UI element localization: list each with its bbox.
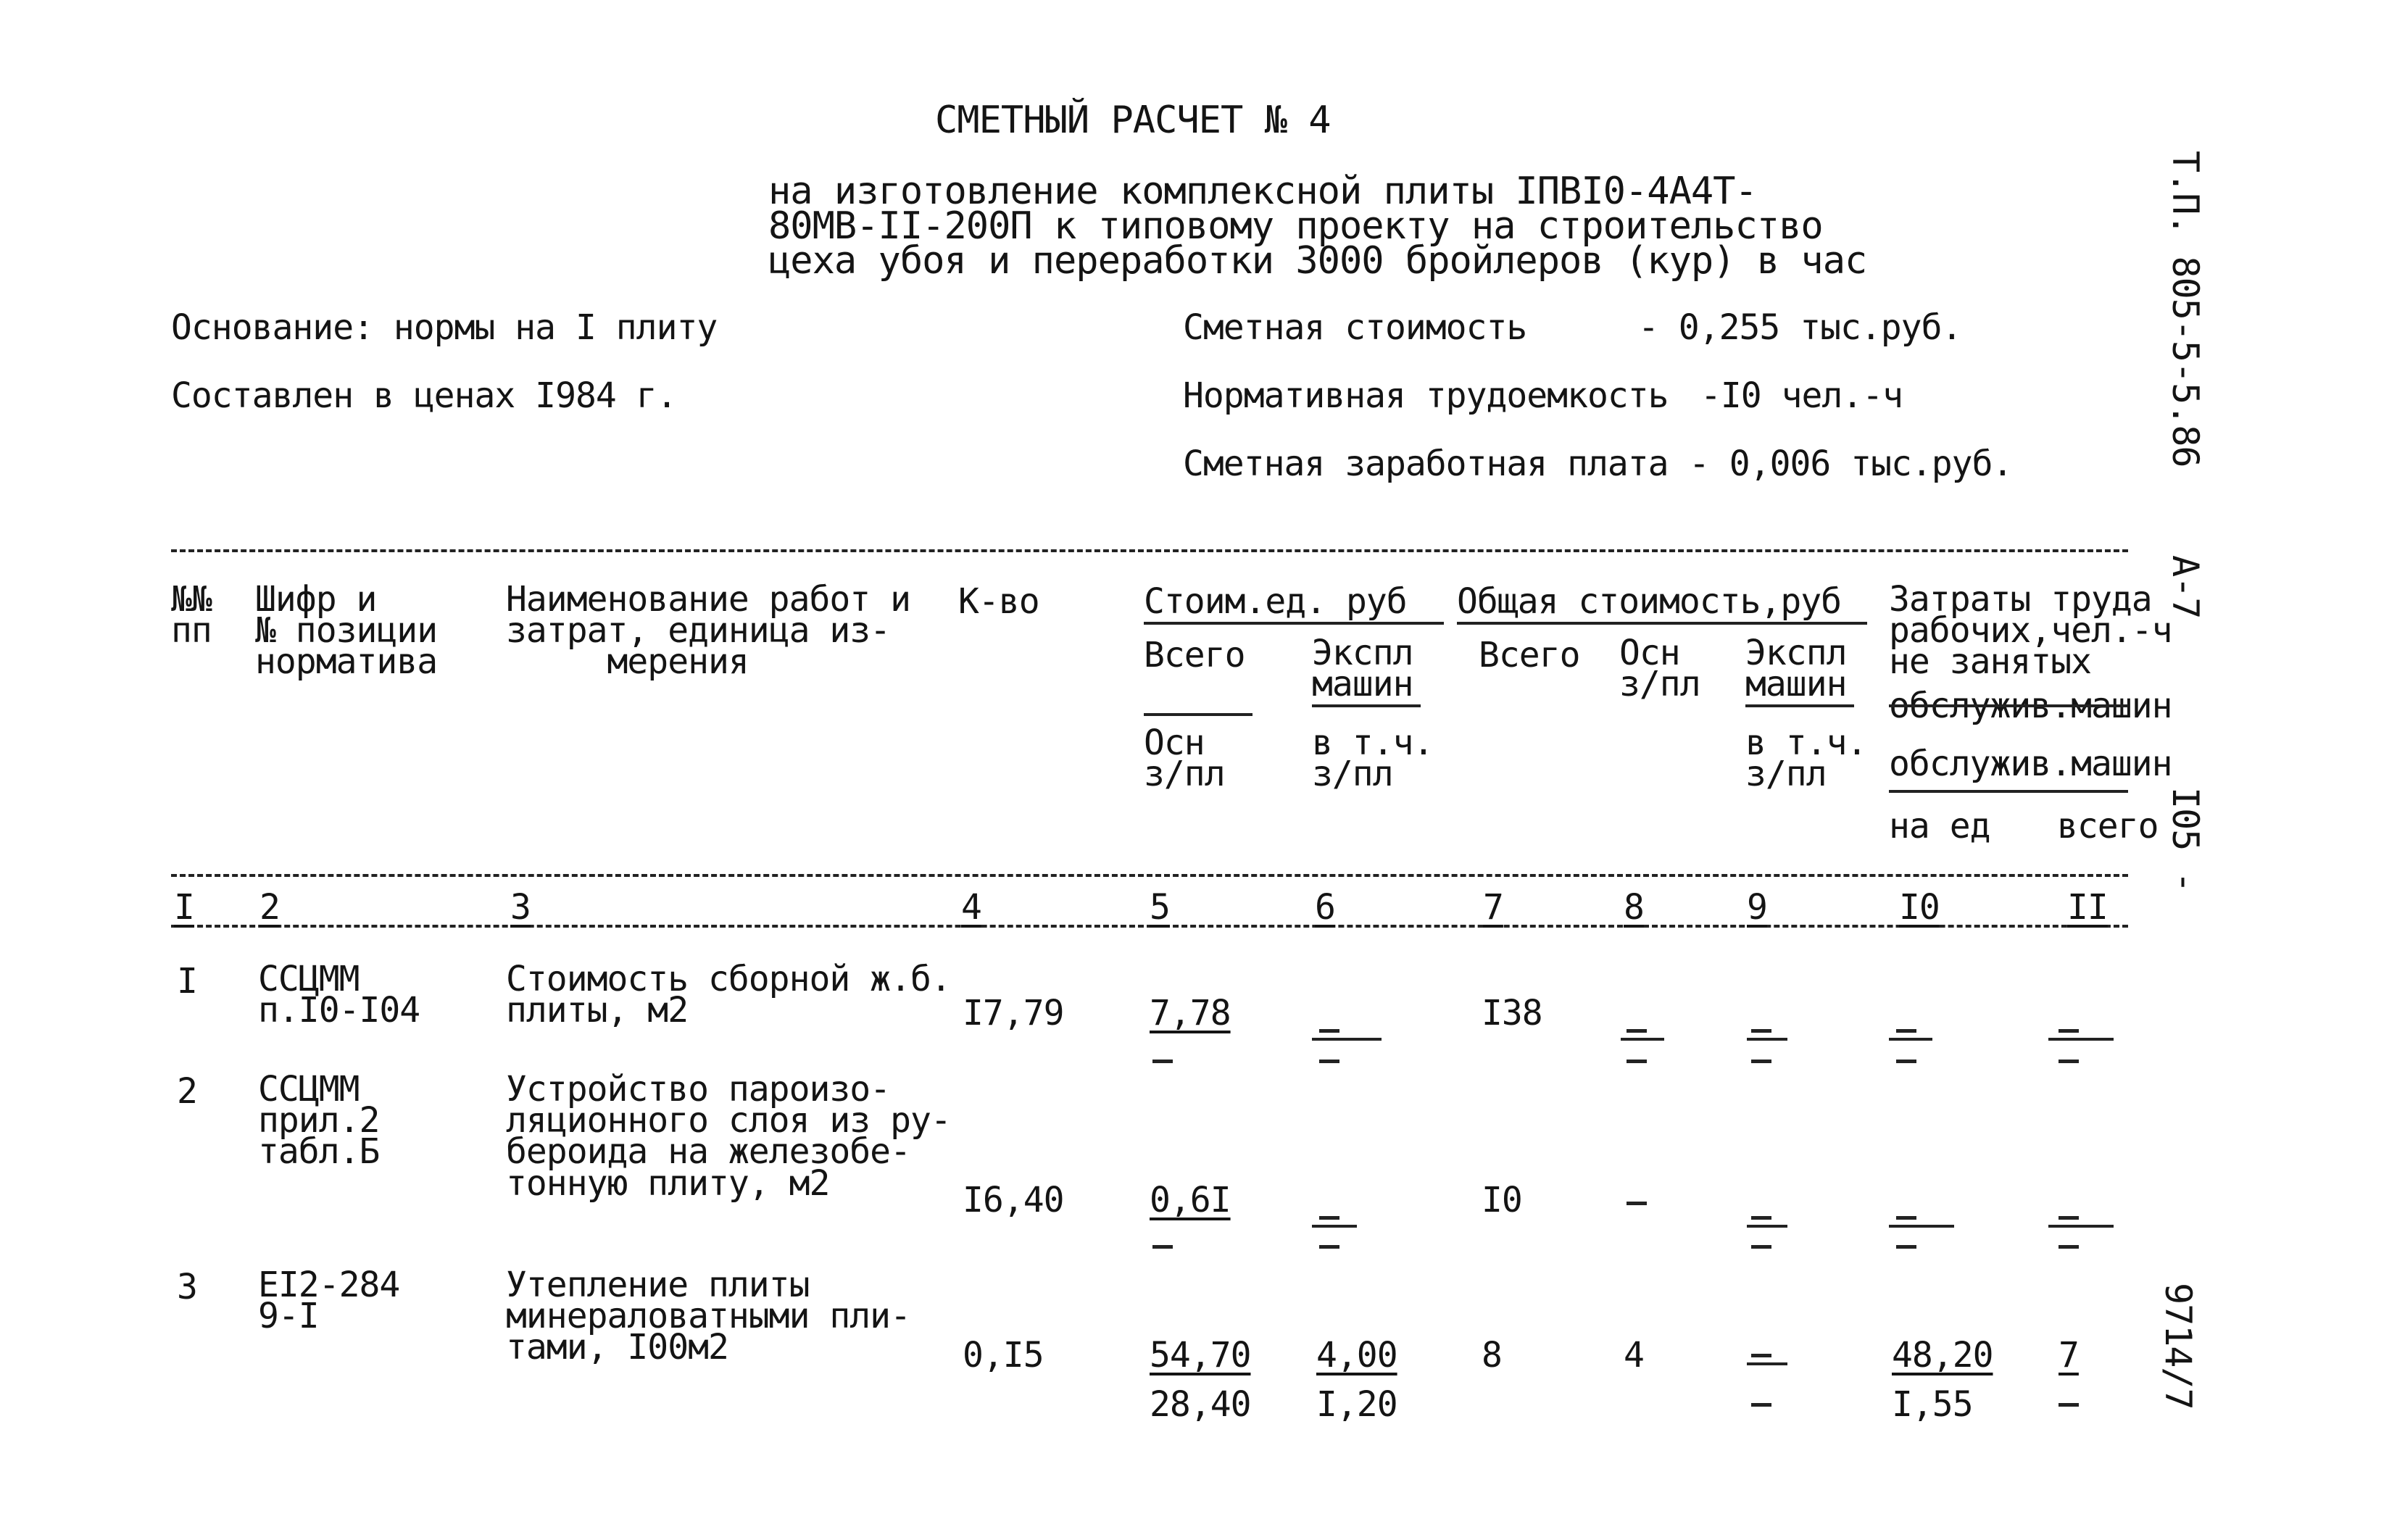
total-mach-underline	[1745, 704, 1854, 707]
row-labor-unit	[1896, 1029, 1916, 1033]
row-unit-all: 0,6I	[1150, 1180, 1231, 1220]
row-unit-mach-underline	[1312, 1225, 1357, 1228]
row-labor-unit-low	[1896, 1245, 1916, 1249]
row-cipher: ЕI2-284 9-I	[258, 1265, 400, 1337]
row-unit-incl	[1319, 1245, 1339, 1249]
subtitle-line-1: на изготовление комплексной плиты IПВI0-4А4Т-	[768, 170, 1757, 213]
header-per-unit: на ед	[1889, 806, 1990, 846]
header-unit-all: Всего	[1144, 635, 1245, 675]
header-num: №№ пп	[171, 579, 212, 652]
album-number: А-7	[2164, 555, 2206, 619]
project-code: Т.П. 805-5-5.86	[2164, 151, 2206, 467]
row-labor-total-underline	[2048, 1038, 2114, 1041]
page-number: I05 -	[2164, 787, 2206, 893]
header-bottom-rule	[171, 874, 2128, 877]
colnum-4: 4	[961, 887, 981, 928]
colnum-3: 3	[510, 887, 531, 928]
row-labor-total-low	[2059, 1060, 2079, 1063]
unit-mach-underline	[1312, 704, 1421, 707]
row-unit-mach	[1319, 1216, 1339, 1220]
row-labor-unit-underline	[1889, 1038, 1932, 1041]
row-name: Устройство пароизо- ляционного слоя из ру- бероида на железобе- тонную плиту, м2	[506, 1069, 951, 1204]
subtitle-line-3: цеха убоя и переработки 3000 бройлеров (кур) в час	[768, 239, 1867, 283]
row-total-mach	[1751, 1216, 1771, 1220]
colnum-6: 6	[1315, 887, 1335, 928]
document-title: СМЕТНЫЙ РАСЧЕТ № 4	[935, 99, 1331, 142]
labor-strike-line	[1889, 704, 2128, 707]
row-total-all: I38	[1482, 993, 1542, 1033]
row-num: 3	[177, 1267, 197, 1307]
row-labor-total-underline	[2048, 1225, 2114, 1228]
header-total: всего	[2057, 806, 2159, 846]
row-total-incl	[1751, 1403, 1771, 1407]
row-unit-all: 54,70	[1150, 1335, 1251, 1375]
row-total-mach-underline	[1747, 1225, 1787, 1228]
subtitle-line-2: 80МВ-II-200П к типовому проекту на строительство	[768, 204, 1823, 248]
row-unit-osn	[1152, 1060, 1173, 1063]
row-num: I	[177, 961, 197, 1002]
colnum-5: 5	[1150, 887, 1170, 928]
row-unit-osn: 28,40	[1150, 1384, 1251, 1425]
row-total-incl	[1751, 1245, 1771, 1249]
row-total-incl	[1751, 1060, 1771, 1063]
sheet-number: 9714/7	[2157, 1283, 2199, 1410]
colnum-9: 9	[1747, 887, 1767, 928]
table-top-rule	[171, 549, 2128, 552]
labor-label: Нормативная трудоемкость	[1183, 375, 1669, 416]
row-unit-all: 7,78	[1150, 993, 1231, 1033]
prices-text: Составлен в ценах I984 г.	[171, 375, 677, 416]
row-unit-osn	[1152, 1245, 1173, 1249]
row-labor-unit: 48,20	[1892, 1335, 1993, 1375]
header-total-cost: Общая стоимость,руб	[1457, 581, 1842, 622]
row-unit-incl	[1319, 1060, 1339, 1063]
row-total-osn-low	[1627, 1060, 1647, 1063]
row-total-all: 8	[1482, 1335, 1502, 1375]
colnum-8: 8	[1624, 887, 1644, 928]
row-labor-total	[2059, 1216, 2079, 1220]
row-total-osn	[1627, 1029, 1647, 1033]
row-total-mach-underline	[1747, 1038, 1787, 1041]
header-labor: Затраты труда рабочих,чел.-ч не занятых	[1889, 579, 2172, 683]
row-qty: I6,40	[963, 1180, 1064, 1220]
row-labor-unit-underline	[1889, 1225, 1954, 1228]
unit-cost-underline	[1144, 622, 1444, 625]
row-labor-total-low	[2059, 1403, 2079, 1407]
row-qty: 0,I5	[963, 1335, 1044, 1375]
row-name: Утепление плиты минераловатными пли- тами, I00м2	[506, 1265, 910, 1368]
header-total-incl: в т.ч. з/пл	[1745, 723, 1867, 795]
row-unit-mach	[1319, 1029, 1339, 1033]
total-cost-underline	[1457, 622, 1867, 625]
row-cipher: ССЦММ прил.2 табл.Б	[258, 1069, 380, 1173]
row-total-mach	[1751, 1029, 1771, 1033]
colnum-1: I	[174, 887, 194, 928]
row-labor-total: 7	[2059, 1335, 2079, 1375]
header-unit-osn: Осн з/пл	[1144, 723, 1225, 795]
row-total-osn	[1627, 1202, 1647, 1205]
wage-label: Сметная заработная плата	[1183, 444, 1669, 484]
row-total-all: I0	[1482, 1180, 1522, 1220]
header-name: Наименование работ и затрат, единица из- мерения	[506, 579, 910, 683]
colnum-7: 7	[1483, 887, 1503, 928]
colnum-10: I0	[1899, 887, 1940, 928]
row-unit-mach-underline	[1312, 1038, 1382, 1041]
header-labor-struck: обслужив.машин	[1889, 686, 2172, 726]
labor-value: -I0 чел.-ч	[1700, 375, 1903, 416]
row-total-mach-underline	[1747, 1362, 1787, 1365]
unit-all-underline	[1144, 713, 1252, 716]
header-unit-incl: в т.ч. з/пл	[1312, 723, 1434, 795]
row-unit-incl: I,20	[1316, 1384, 1397, 1425]
header-total-osn: Осн з/пл	[1619, 633, 1700, 705]
row-unit-mach: 4,00	[1316, 1335, 1397, 1375]
row-total-mach	[1751, 1354, 1771, 1357]
header-unit-cost: Стоим.ед. руб	[1144, 581, 1407, 622]
header-total-mach: Экспл машин	[1745, 633, 1847, 705]
wage-value: - 0,006 тыс.руб.	[1689, 444, 2013, 484]
header-cipher: Шифр и № позиции норматива	[255, 579, 438, 683]
row-labor-unit-low: I,55	[1892, 1384, 1973, 1425]
header-unit-mach: Экспл машин	[1312, 633, 1413, 705]
row-total-osn: 4	[1624, 1335, 1644, 1375]
header-total-all: Всего	[1479, 635, 1580, 675]
header-labor-2: обслужив.машин	[1889, 744, 2172, 784]
row-cipher: ССЦММ п.I0-I04	[258, 959, 420, 1031]
colnum-11: II	[2067, 887, 2108, 928]
row-labor-unit	[1896, 1216, 1916, 1220]
row-num: 2	[177, 1071, 197, 1112]
header-qty: К-во	[958, 581, 1039, 622]
row-total-osn-underline	[1621, 1038, 1664, 1041]
basis-text: Основание: нормы на I плиту	[171, 307, 718, 348]
row-name: Стоимость сборной ж.б. плиты, м2	[506, 959, 951, 1031]
row-labor-total-low	[2059, 1245, 2079, 1249]
row-labor-total	[2059, 1029, 2079, 1033]
colnum-2: 2	[259, 887, 280, 928]
cost-label: Сметная стоимость	[1183, 307, 1527, 348]
row-qty: I7,79	[963, 993, 1064, 1033]
cost-value: - 0,255 тыс.руб.	[1638, 307, 1962, 348]
labor-sub-rule	[1889, 790, 2128, 793]
row-labor-unit-low	[1896, 1060, 1916, 1063]
